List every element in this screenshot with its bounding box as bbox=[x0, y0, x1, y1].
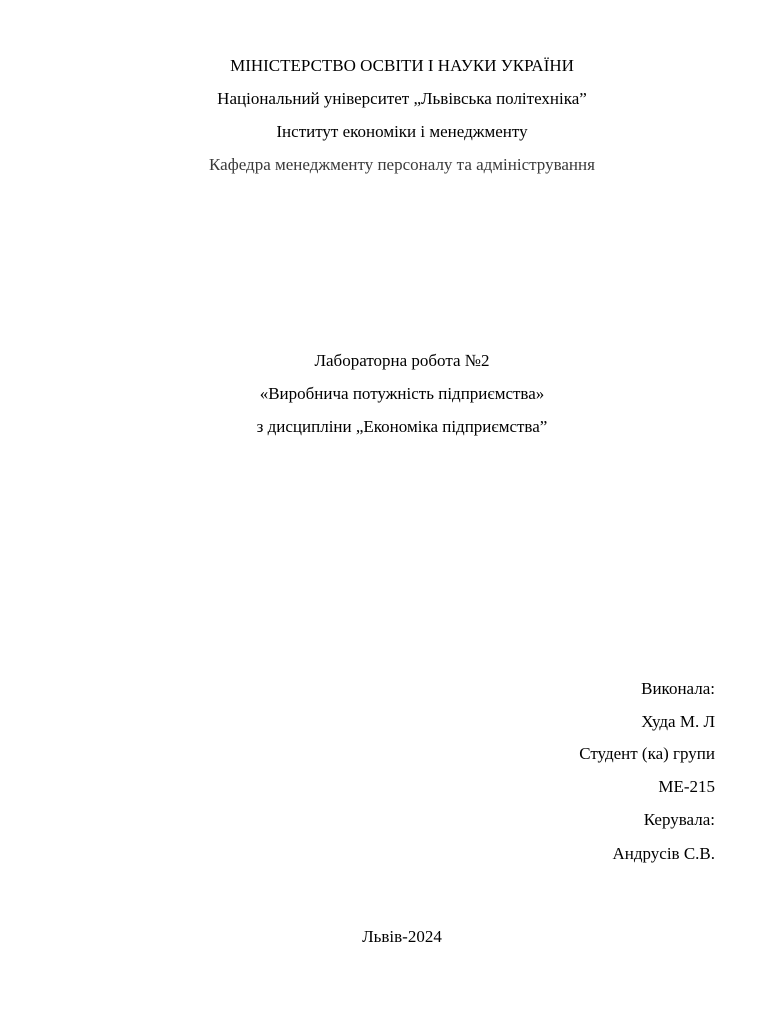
ministry-heading: МІНІСТЕРСТВО ОСВІТИ І НАУКИ УКРАЇНИ bbox=[230, 56, 574, 75]
supervisor-name: Андрусів С.В. bbox=[612, 844, 715, 863]
lab-work-title: Лабораторна робота №2 bbox=[314, 351, 490, 370]
department-name: Кафедра менеджменту персоналу та адміністрування bbox=[209, 155, 595, 174]
lab-work-topic: «Виробнича потужність підприємства» bbox=[259, 384, 545, 403]
university-name: Національний університет „Львівська політехніка” bbox=[217, 89, 587, 108]
supervisor-label: Керувала: bbox=[643, 810, 715, 829]
student-group-label: Студент (ка) групи bbox=[579, 744, 715, 763]
institute-name: Інститут економіки і менеджменту bbox=[276, 122, 528, 141]
city-year: Львів-2024 bbox=[362, 927, 442, 946]
discipline-line: з дисципліни „Економіка підприємства” bbox=[256, 417, 548, 436]
student-name: Худа М. Л bbox=[641, 712, 715, 731]
group-code: МЕ-215 bbox=[658, 777, 715, 796]
performed-by-label: Виконала: bbox=[641, 679, 715, 698]
